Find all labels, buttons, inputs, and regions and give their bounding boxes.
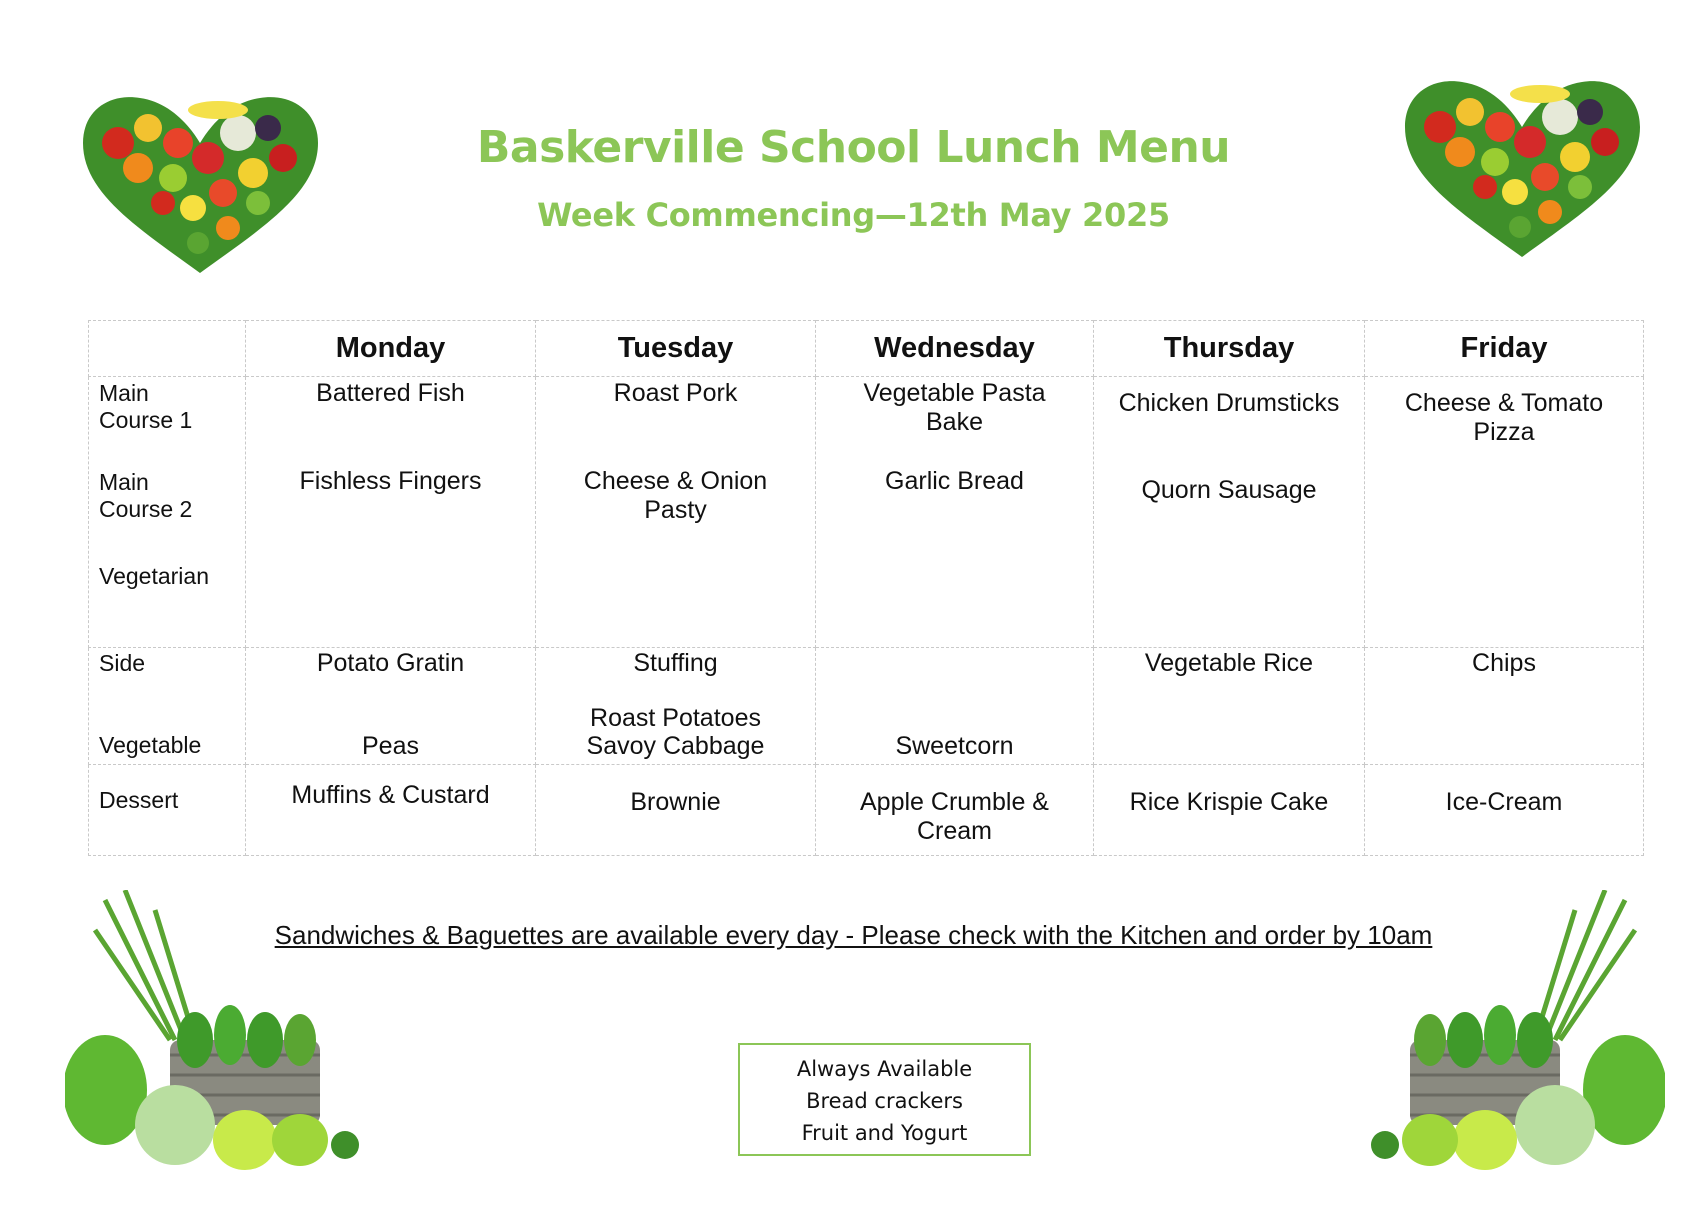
monday-dessert: Muffins & Custard (291, 781, 490, 809)
day-header-wednesday: Wednesday (816, 321, 1094, 377)
row-labels-side (89, 648, 246, 765)
dessert-row (89, 765, 1644, 856)
tuesday-side-2: Roast Potatoes (590, 704, 761, 732)
day-header-tuesday: Tuesday (536, 321, 816, 377)
always-available-item-bread-crackers: Bread crackers (806, 1089, 963, 1113)
monday-main-1: Battered Fish (316, 379, 465, 407)
thursday-side-cell (1094, 648, 1365, 765)
corner-cell (89, 321, 246, 377)
wednesday-vegetable: Sweetcorn (895, 732, 1014, 760)
fruit-heart-left-image (78, 88, 323, 278)
day-header-row (89, 321, 1644, 377)
wednesday-side-cell (816, 648, 1094, 765)
week-commencing-subtitle: Week Commencing—12th May 2025 (537, 196, 1170, 234)
tuesday-vegetable: Savoy Cabbage (586, 732, 765, 760)
always-available-title: Always Available (796, 1057, 973, 1081)
thursday-dessert-cell (1094, 765, 1365, 856)
tuesday-side: Stuffing (633, 649, 718, 677)
tuesday-main-1: Roast Pork (613, 379, 738, 407)
lunch-menu-table (88, 320, 1644, 856)
monday-main-cell (246, 377, 536, 648)
friday-main-1: Cheese & Tomato Pizza (1404, 389, 1604, 446)
page-title: Baskerville School Lunch Menu (476, 122, 1231, 173)
side-row (89, 648, 1644, 765)
day-header-friday: Friday (1365, 321, 1644, 377)
day-header-thursday: Thursday (1094, 321, 1365, 377)
vegetable-basket-left-image (65, 890, 370, 1180)
main-course-row (89, 377, 1644, 648)
label-main-course-2: Main Course 2 (99, 469, 193, 522)
vegetable-basket-right-image (1360, 890, 1665, 1180)
thursday-main-cell (1094, 377, 1365, 648)
wednesday-dessert-cell (816, 765, 1094, 856)
label-main-course-1: Main Course 1 (99, 380, 193, 433)
wednesday-main-cell (816, 377, 1094, 648)
thursday-main-2: Quorn Sausage (1141, 476, 1317, 504)
friday-dessert: Ice-Cream (1445, 788, 1563, 816)
monday-vegetable: Peas (362, 732, 419, 760)
always-available-item-fruit-yogurt: Fruit and Yogurt (801, 1121, 968, 1145)
row-labels-main (89, 377, 246, 648)
label-vegetable: Vegetable (99, 732, 202, 758)
wednesday-main-2: Garlic Bread (885, 467, 1024, 495)
friday-dessert-cell (1365, 765, 1644, 856)
tuesday-main-2: Cheese & Onion Pasty (583, 467, 768, 524)
wednesday-main-1: Vegetable Pasta Bake (863, 379, 1046, 436)
tuesday-dessert: Brownie (630, 788, 721, 816)
label-vegetarian: Vegetarian (99, 563, 209, 589)
tuesday-dessert-cell (536, 765, 816, 856)
sandwich-notice: Sandwiches & Baguettes are available every day - Please check with the Kitchen and order by 10am (274, 920, 1433, 950)
monday-side: Potato Gratin (316, 649, 465, 677)
friday-side: Chips (1472, 649, 1536, 677)
monday-side-cell (246, 648, 536, 765)
monday-main-2: Fishless Fingers (299, 467, 482, 495)
day-header-monday: Monday (246, 321, 536, 377)
tuesday-main-cell (536, 377, 816, 648)
thursday-main-1: Chicken Drumsticks (1118, 389, 1340, 417)
label-side: Side (99, 650, 146, 676)
wednesday-dessert: Apple Crumble & Cream (860, 788, 1049, 845)
thursday-dessert: Rice Krispie Cake (1129, 788, 1329, 816)
label-dessert: Dessert (99, 787, 179, 813)
row-labels-dessert (89, 765, 246, 856)
friday-side-cell (1365, 648, 1644, 765)
friday-main-cell (1365, 377, 1644, 648)
monday-dessert-cell (246, 765, 536, 856)
tuesday-side-cell (536, 648, 816, 765)
thursday-side: Vegetable Rice (1144, 649, 1314, 677)
always-available-box (738, 1043, 1031, 1156)
